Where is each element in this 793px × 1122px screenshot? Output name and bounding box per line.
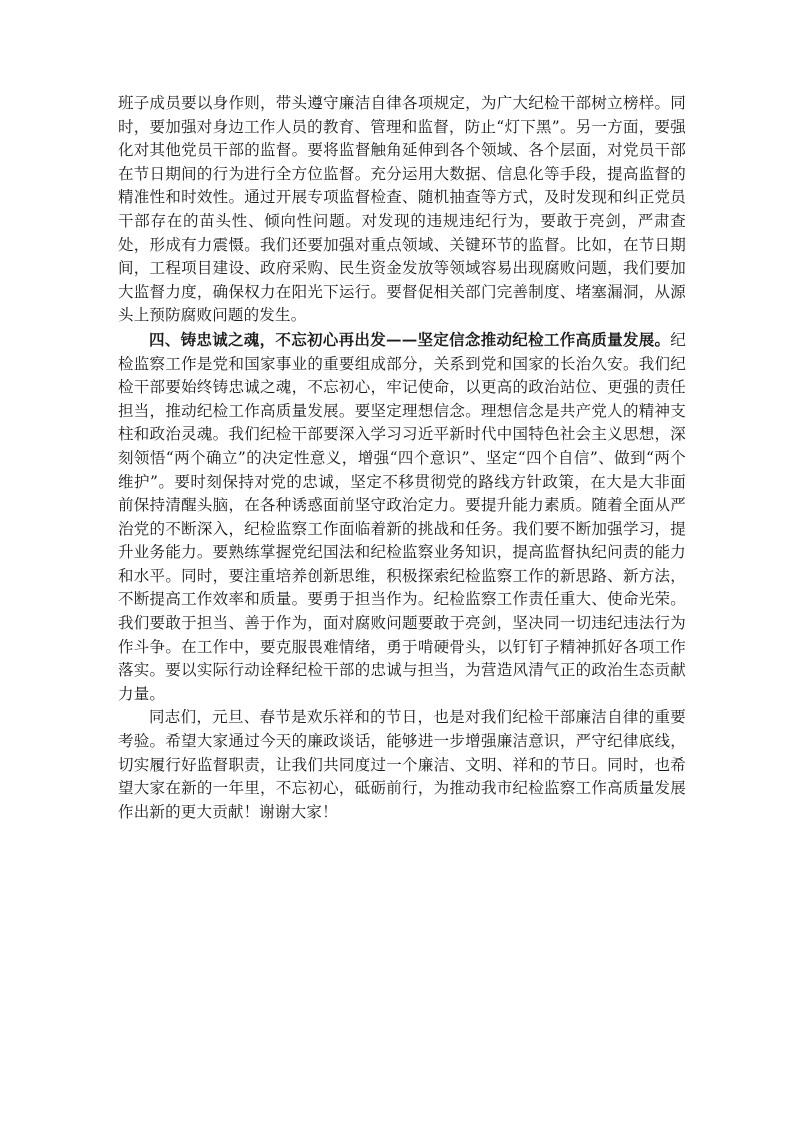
paragraph-supervision: 班子成员要以身作则，带头遵守廉洁自律各项规定，为广大纪检干部树立榜样。同时，要加强对身边工作人员的教育、管理和监督，防止“灯下黑”。另一方面，要强化对其他党员干部的监督。要将监督触角延伸到各个领域、各个层面，对党员干部在节日期间的行为进行全方位监督。充分运用大数据、信息化等手段，提高监督的精准性和时效性。通过开展专项监督检查、随机抽查等方式，及时发现和纠正党员干部存在的苗头性、倾向性问题。对发现的违规违纪行为，要敢于亮剑，严肃查处，形成有力震慑。我们还要加强对重点领域、关键环节的监督。比如，在节日期间，工程项目建设、政府采购、民生资金发放等领域容易出现腐败问题，我们要加大监督力度，确保权力在阳光下运行。要督促相关部门完善制度、堵塞漏洞，从源头上预防腐败问题的发生。 <box>118 94 686 325</box>
closing-paragraph: 同志们，元旦、春节是欢乐祥和的节日，也是对我们纪检干部廉洁自律的重要考验。希望大家通过今天的廉政谈话，能够进一步增强廉洁意识，严守纪律底线，切实履行好监督职责，让我们共同度过一个廉洁、文明、祥和的节日。同时，也希望大家在新的一年里，不忘初心，砥砺前行，为推动我市纪检监察工作高质量发展作出新的更大贡献！谢谢大家！ <box>118 708 686 821</box>
section-4-body: 纪检监察工作是党和国家事业的重要组成部分，关系到党和国家的长治久安。我们纪检干部要始终铸忠诚之魂，不忘初心，牢记使命，以更高的政治站位、更强的责任担当，推动纪检工作高质量发展。要坚定理想信念。理想信念是共产党人的精神支柱和政治灵魂。我们纪检干部要深入学习习近平新时代中国特色社会主义思想，深刻领悟“两个确立”的决定性意义，增强“四个意识”、坚定“四个自信”、做到“两个维护”。要时刻保持对党的忠诚，坚定不移贯彻党的路线方针政策，在大是大非面前保持清醒头脑，在各种诱惑面前坚守政治定力。要提升能力素质。随着全面从严治党的不断深入，纪检监察工作面临着新的挑战和任务。我们要不断加强学习，提升业务能力。要熟练掌握党纪国法和纪检监察业务知识，提高监督执纪问责的能力和水平。同时，要注重培养创新思维，积极探索纪检监察工作的新思路、新方法，不断提高工作效率和质量。要勇于担当作为。纪检监察工作责任重大、使命光荣。我们要敢于担当、善于作为，面对腐败问题要敢于亮剑，坚决同一切违纪违法行为作斗争。在工作中，要克服畏难情绪，勇于啃硬骨头，以钉钉子精神抓好各项工作落实。要以实际行动诠释纪检干部的忠诚与担当，为营造风清气正的政治生态贡献力量。 <box>118 330 686 703</box>
section-4 <box>118 328 686 707</box>
document-page <box>118 92 686 824</box>
section-4-heading: 四、铸忠诚之魂，不忘初心再出发——坚定信念推动纪检工作高质量发展。 <box>149 329 671 349</box>
